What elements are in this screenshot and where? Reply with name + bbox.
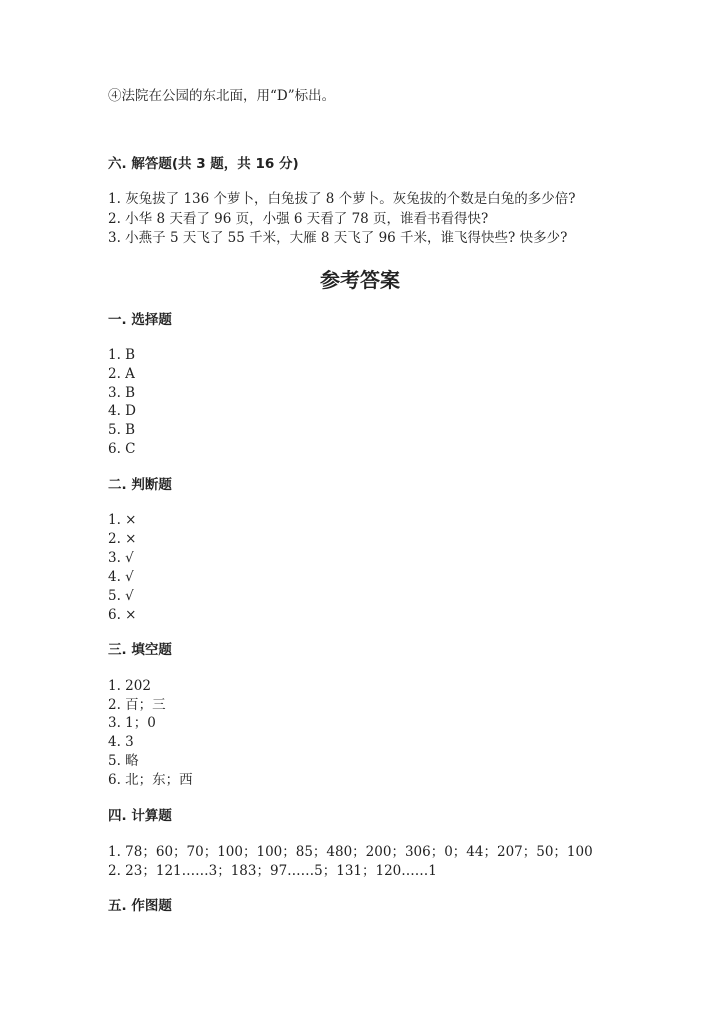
fill-heading: 三. 填空题 xyxy=(108,642,172,658)
answers-title: 参考答案 xyxy=(320,268,400,292)
choice-answer-4: 4. D xyxy=(108,403,136,419)
question-2: 2. 小华 8 天看了 96 页，小强 6 天看了 78 页，谁看书看得快? xyxy=(108,211,489,227)
fill-answer-3: 3. 1；0 xyxy=(108,715,156,731)
intro-line: ④法院在公园的东北面，用“D”标出。 xyxy=(108,88,336,104)
fill-answer-6: 6. 北；东；西 xyxy=(108,772,193,788)
judge-answer-2: 2. × xyxy=(108,531,137,547)
section-6-heading: 六. 解答题(共 3 题，共 16 分) xyxy=(108,156,299,172)
fill-answer-2: 2. 百；三 xyxy=(108,697,166,713)
judge-heading: 二. 判断题 xyxy=(108,477,172,493)
calc-heading: 四. 计算题 xyxy=(108,808,172,824)
choice-answer-1: 1. B xyxy=(108,347,136,363)
fill-answer-5: 5. 略 xyxy=(108,753,139,769)
choice-answer-2: 2. A xyxy=(108,366,135,382)
question-1: 1. 灰兔拔了 136 个萝卜，白兔拔了 8 个萝卜。灰兔拔的个数是白兔的多少倍? xyxy=(108,191,576,207)
judge-answer-6: 6. × xyxy=(108,607,137,623)
choice-answer-3: 3. B xyxy=(108,385,136,401)
choice-heading: 一. 选择题 xyxy=(108,312,172,328)
calc-answer-2: 2. 23；121……3；183；97……5；131；120……1 xyxy=(108,863,437,879)
choice-answer-5: 5. B xyxy=(108,422,136,438)
choice-answer-6: 6. C xyxy=(108,441,136,457)
fill-answer-1: 1. 202 xyxy=(108,678,151,694)
question-3: 3. 小燕子 5 天飞了 55 千米，大雁 8 天飞了 96 千米，谁飞得快些? 快多少? xyxy=(108,230,568,246)
fill-answer-4: 4. 3 xyxy=(108,734,134,750)
calc-answer-1: 1. 78；60；70；100；100；85；480；200；306；0；44；207；50；100 xyxy=(108,844,593,860)
judge-answer-1: 1. × xyxy=(108,512,137,528)
judge-answer-3: 3. √ xyxy=(108,550,134,566)
draw-heading: 五. 作图题 xyxy=(108,898,172,914)
judge-answer-5: 5. √ xyxy=(108,588,134,604)
judge-answer-4: 4. √ xyxy=(108,569,134,585)
